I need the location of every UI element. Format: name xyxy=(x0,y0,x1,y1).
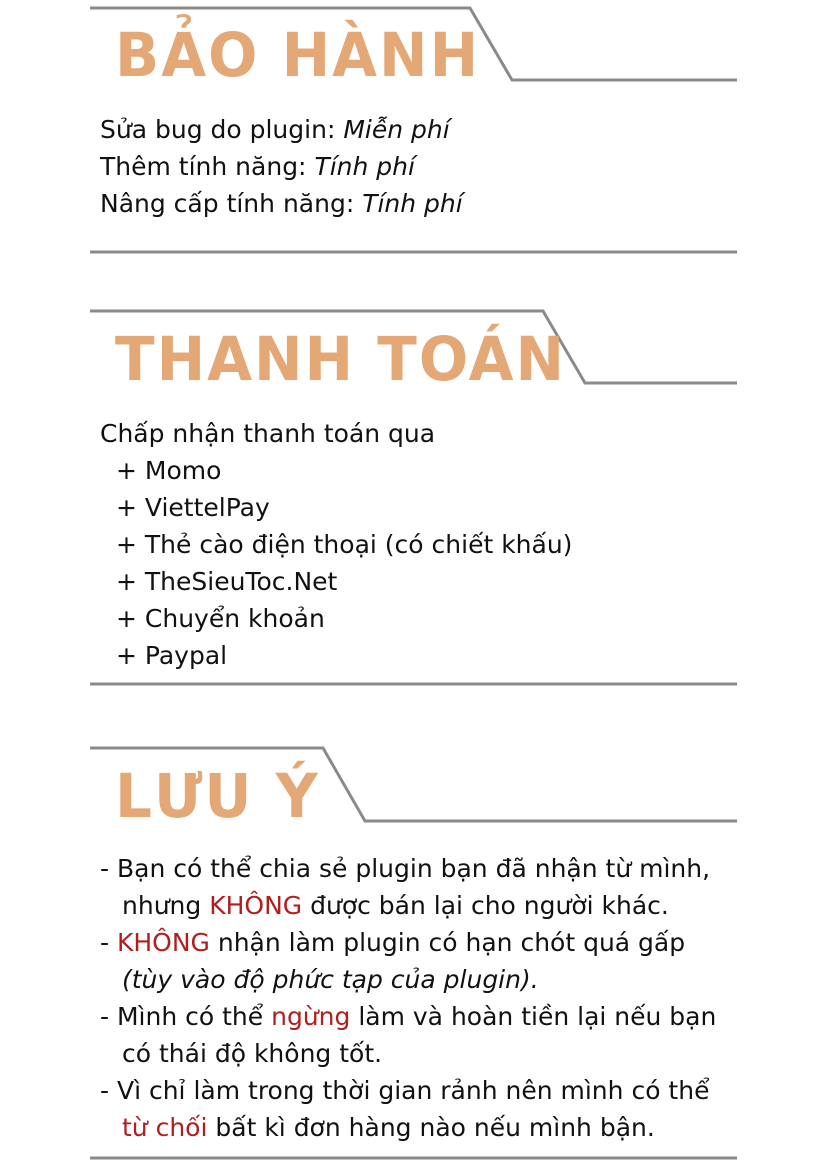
payment-title: THANH TOÁN xyxy=(115,323,567,395)
warranty-list xyxy=(100,111,463,222)
payment-method: + Thẻ cào điện thoại (có chiết khấu) xyxy=(116,530,573,559)
warranty-title: BẢO HÀNH xyxy=(115,19,481,91)
warranty-item: Nâng cấp tính năng: Tính phí xyxy=(100,189,463,218)
payment-method: + Momo xyxy=(116,456,222,485)
note-item: - Vì chỉ làm trong thời gian rảnh nên mình có thể từ chối bất kì đơn hàng nào nếu mình bận. xyxy=(100,1076,710,1142)
payment-list xyxy=(100,415,572,674)
note-item: - KHÔNG nhận làm plugin có hạn chót quá gấp (tùy vào độ phức tạp của plugin). xyxy=(100,928,686,994)
notes-section xyxy=(0,740,827,1169)
notes-list xyxy=(100,850,716,1146)
payment-section xyxy=(0,300,827,700)
warranty-section xyxy=(0,0,827,260)
warranty-item: Thêm tính năng: Tính phí xyxy=(100,152,415,181)
notes-title: LƯU Ý xyxy=(115,760,320,832)
note-item: - Mình có thể ngừng làm và hoàn tiền lại nếu bạn có thái độ không tốt. xyxy=(100,1002,717,1068)
payment-method: + Paypal xyxy=(116,641,228,670)
payment-method: + TheSieuToc.Net xyxy=(116,567,338,596)
note-item: - Bạn có thể chia sẻ plugin bạn đã nhận từ mình, nhưng KHÔNG được bán lại cho người khác. xyxy=(100,854,711,920)
warranty-item: Sửa bug do plugin: Miễn phí xyxy=(100,115,450,144)
payment-method: + Chuyển khoản xyxy=(116,604,325,633)
payment-intro: Chấp nhận thanh toán qua xyxy=(100,419,436,448)
payment-method: + ViettelPay xyxy=(116,493,270,522)
